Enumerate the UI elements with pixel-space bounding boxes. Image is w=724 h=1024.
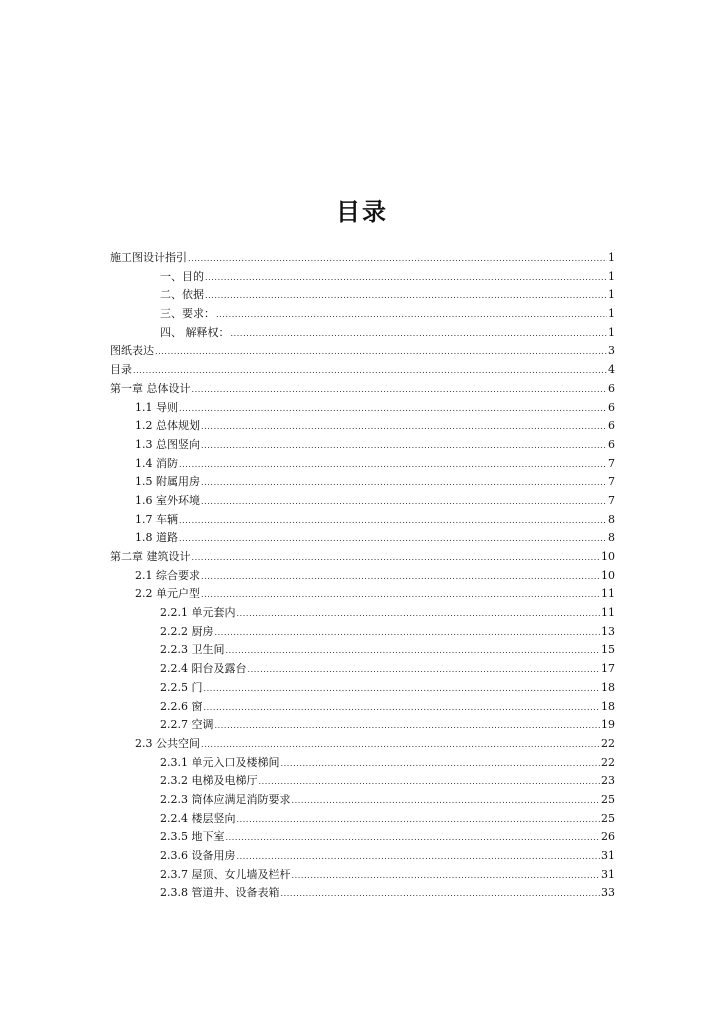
toc-entry-page-number: 31 (601, 867, 615, 881)
toc-entry-title: 1.8 道路 (135, 531, 178, 545)
dot-leader (216, 306, 607, 325)
toc-entry[interactable] (110, 810, 615, 829)
toc-entry-page-number: 1 (608, 307, 615, 321)
toc-entry-title: 1.7 车辆 (135, 512, 178, 526)
toc-entry-page-number: 15 (601, 643, 615, 657)
toc-entry-title: 二、依据 (160, 288, 204, 302)
toc-entry-page-number: 1 (608, 269, 615, 283)
toc-entry-title: 四、 解释权： (160, 325, 230, 339)
toc-entry[interactable] (110, 361, 615, 380)
toc-entry[interactable] (110, 735, 615, 754)
toc-entry-title: 1.2 总体规划 (135, 419, 200, 433)
toc-entry-page-number: 4 (608, 363, 615, 377)
dot-leader (292, 792, 601, 811)
toc-entry[interactable] (110, 529, 615, 548)
toc-entry[interactable] (110, 567, 615, 586)
toc-entry-title: 2.3.7 屋顶、女儿墙及栏杆 (160, 867, 291, 881)
toc-entry[interactable] (110, 380, 615, 399)
dot-leader (204, 699, 601, 718)
toc-entry[interactable] (110, 286, 615, 305)
dot-leader (259, 773, 601, 792)
dot-leader (188, 250, 607, 269)
toc-entry[interactable] (110, 511, 615, 530)
toc-entry-page-number: 17 (601, 662, 615, 676)
toc-entry-title: 2.2.4 阳台及露台 (160, 662, 247, 676)
toc-entry-title: 一、目的 (160, 269, 204, 283)
toc-entry-title: 2.3.1 单元入口及楼梯间 (160, 755, 280, 769)
toc-entry-title: 1.3 总图竖向 (135, 437, 200, 451)
toc-entry-title: 2.3.8 管道井、设备表箱 (160, 886, 280, 900)
toc-entry[interactable] (110, 492, 615, 511)
toc-entry-page-number: 7 (608, 493, 615, 507)
toc-entry[interactable] (110, 399, 615, 418)
dot-leader (192, 381, 608, 400)
toc-entry-title: 1.6 室外环境 (135, 493, 200, 507)
toc-entry-page-number: 10 (601, 568, 615, 582)
toc-entry-page-number: 18 (601, 680, 615, 694)
dot-leader (179, 456, 607, 475)
dot-leader (215, 624, 601, 643)
dot-leader (179, 400, 607, 419)
dot-leader (201, 474, 607, 493)
toc-entry-title: 1.4 消防 (135, 456, 178, 470)
toc-entry-page-number: 1 (608, 251, 615, 264)
toc-entry-title: 2.2 单元户型 (135, 587, 200, 601)
toc-entry[interactable] (110, 754, 615, 773)
toc-entry-title: 2.2.4 楼层竖向 (160, 811, 236, 825)
table-of-contents (110, 249, 615, 903)
toc-entry-title: 三、要求： (160, 307, 215, 321)
toc-entry[interactable] (110, 455, 615, 474)
dot-leader (201, 493, 607, 512)
toc-entry-title: 2.3.5 地下室 (160, 830, 225, 844)
toc-entry-title: 2.2.5 门 (160, 680, 203, 694)
toc-entry-page-number: 22 (601, 736, 615, 750)
toc-entry[interactable] (110, 548, 615, 567)
dot-leader (201, 568, 600, 587)
dot-leader (201, 437, 607, 456)
dot-leader (237, 848, 601, 867)
dot-leader (281, 755, 601, 774)
dot-leader (201, 586, 600, 605)
dot-leader (133, 362, 607, 381)
toc-entry-page-number: 26 (601, 830, 615, 844)
toc-entry[interactable] (110, 641, 615, 660)
dot-leader (248, 661, 601, 680)
toc-entry-title: 2.2.6 窗 (160, 699, 203, 713)
dot-leader (179, 530, 607, 549)
toc-entry-title: 2.2.3 卫生间 (160, 643, 225, 657)
toc-entry-page-number: 6 (608, 437, 615, 451)
dot-leader (201, 418, 607, 437)
toc-entry[interactable] (110, 305, 615, 324)
dot-leader (155, 343, 607, 362)
toc-entry-page-number: 22 (601, 755, 615, 769)
toc-entry-page-number: 1 (608, 325, 615, 339)
toc-entry-title: 第一章 总体设计 (110, 381, 191, 395)
toc-entry[interactable] (110, 716, 615, 735)
dot-leader (237, 811, 601, 830)
toc-entry-title: 2.3.2 电梯及电梯厅 (160, 774, 258, 788)
dot-leader (192, 549, 601, 568)
toc-entry-title: 2.3.6 设备用房 (160, 849, 236, 862)
toc-entry-page-number: 23 (601, 774, 615, 788)
toc-entry-page-number: 8 (608, 531, 615, 545)
toc-entry[interactable] (110, 585, 615, 604)
toc-entry-page-number: 33 (601, 886, 615, 900)
toc-entry-page-number: 25 (601, 811, 615, 825)
toc-entry-page-number: 18 (601, 699, 615, 713)
dot-leader (179, 512, 607, 531)
toc-entry-page-number: 7 (608, 475, 615, 489)
dot-leader (281, 885, 601, 904)
toc-entry-title: 2.1 综合要求 (135, 568, 200, 582)
toc-entry-title: 施工图设计指引 (110, 251, 187, 264)
toc-entry-title: 2.2.7 空调 (160, 718, 214, 732)
toc-entry-title: 目录 (110, 363, 132, 377)
toc-entry[interactable] (110, 249, 615, 268)
toc-entry-page-number: 11 (601, 587, 615, 601)
toc-entry[interactable] (110, 847, 615, 866)
toc-entry-page-number: 11 (601, 606, 615, 620)
toc-entry[interactable] (110, 884, 615, 903)
dot-leader (204, 680, 601, 699)
toc-entry-page-number: 3 (608, 344, 615, 358)
toc-entry[interactable] (110, 417, 615, 436)
toc-entry[interactable] (110, 268, 615, 287)
toc-entry-title: 2.2.1 单元套内 (160, 606, 236, 620)
toc-entry-title: 1.5 附属用房 (135, 475, 200, 489)
dot-leader (237, 605, 601, 624)
toc-entry[interactable] (110, 679, 615, 698)
toc-entry-page-number: 6 (608, 419, 615, 433)
toc-entry-page-number: 6 (608, 400, 615, 414)
dot-leader (201, 736, 600, 755)
toc-entry-page-number: 25 (601, 792, 615, 806)
toc-entry-page-number: 10 (601, 550, 615, 563)
toc-entry-title: 第二章 建筑设计 (110, 550, 191, 563)
toc-entry[interactable] (110, 623, 615, 642)
dot-leader (215, 717, 601, 736)
toc-entry-page-number: 19 (601, 718, 615, 732)
toc-entry-title: 2.3 公共空间 (135, 736, 200, 750)
toc-entry[interactable] (110, 866, 615, 885)
page-title: 目录 (336, 198, 388, 226)
toc-entry[interactable] (110, 828, 615, 847)
toc-entry-page-number: 7 (608, 456, 615, 470)
dot-leader (205, 269, 607, 288)
toc-entry-page-number: 31 (601, 849, 615, 862)
toc-entry-page-number: 8 (608, 512, 615, 526)
dot-leader (292, 867, 601, 886)
dot-leader (226, 642, 601, 661)
toc-entry[interactable] (110, 473, 615, 492)
dot-leader (231, 325, 608, 344)
toc-entry[interactable] (110, 604, 615, 623)
toc-entry[interactable] (110, 342, 615, 361)
toc-entry[interactable] (110, 660, 615, 679)
toc-entry-title: 2.2.3 筒体应满足消防要求 (160, 792, 291, 806)
toc-entry[interactable] (110, 791, 615, 810)
toc-entry[interactable] (110, 772, 615, 791)
toc-entry-title: 图纸表达 (110, 344, 154, 358)
toc-entry[interactable] (110, 436, 615, 455)
toc-entry-title: 1.1 导则 (135, 400, 178, 414)
dot-leader (205, 287, 607, 306)
dot-leader (226, 829, 601, 848)
toc-entry[interactable] (110, 698, 615, 717)
toc-entry[interactable] (110, 324, 615, 343)
toc-entry-title: 2.2.2 厨房 (160, 624, 214, 638)
toc-entry-page-number: 6 (608, 381, 615, 395)
toc-entry-page-number: 13 (601, 624, 615, 638)
toc-entry-page-number: 1 (608, 288, 615, 302)
